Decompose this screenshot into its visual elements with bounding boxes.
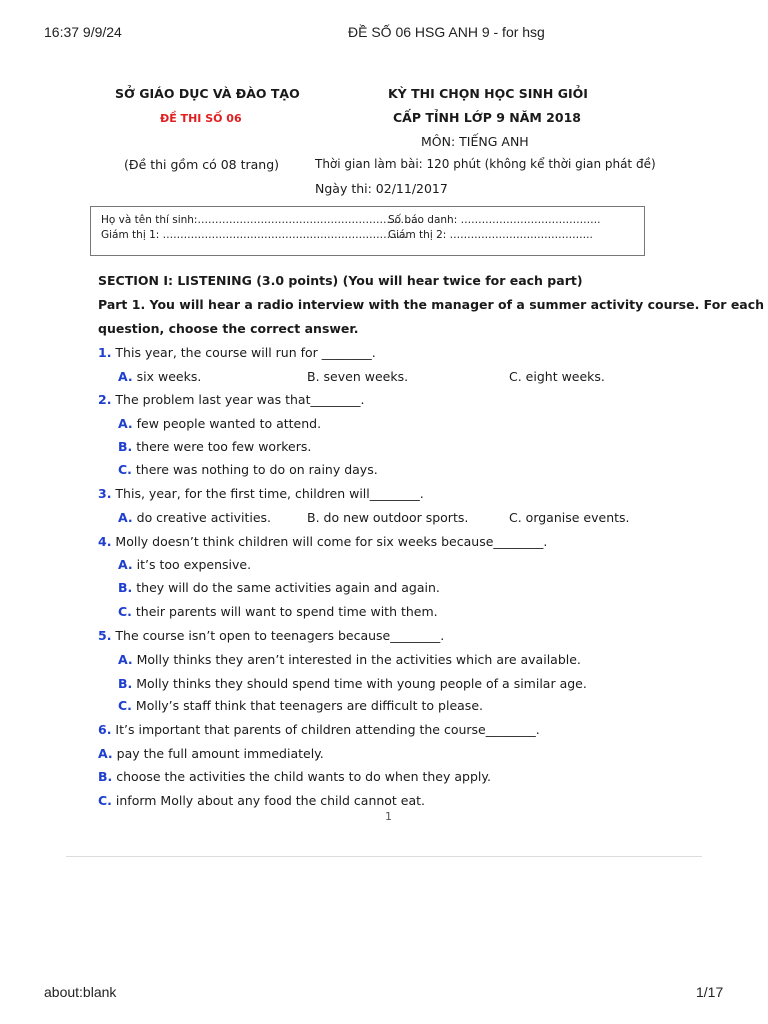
question-4: 4. Molly doesn’t think children will come for six weeks because________. bbox=[98, 534, 548, 549]
q2-option-b[interactable]: B. there were too few workers. bbox=[118, 439, 312, 454]
q3-option-b[interactable]: B. do new outdoor sports. bbox=[307, 510, 469, 525]
question-1: 1. This year, the course will run for ________. bbox=[98, 345, 376, 360]
department-name: SỞ GIÁO DỤC VÀ ĐÀO TẠO bbox=[115, 86, 300, 101]
q5-option-c[interactable]: C. Molly’s staff think that teenagers are difficult to please. bbox=[118, 698, 483, 713]
exam-subject: MÔN: TIẾNG ANH bbox=[421, 134, 529, 149]
part-instruction-line1: Part 1. You will hear a radio interview with the manager of a summer activity course. For each bbox=[98, 297, 765, 312]
print-document-title: ĐỀ SỐ 06 HSG ANH 9 - for hsg bbox=[348, 24, 545, 40]
proctor1-field: Giám thị 1: ……………………………………………………………. bbox=[101, 229, 408, 241]
q5-option-b[interactable]: B. Molly thinks they should spend time with young people of a similar age. bbox=[118, 676, 587, 691]
print-url: about:blank bbox=[44, 984, 117, 1000]
q4-option-a[interactable]: A. it’s too expensive. bbox=[118, 557, 252, 572]
candidate-info-box bbox=[90, 206, 645, 256]
q6-option-a[interactable]: A. pay the full amount immediately. bbox=[98, 746, 324, 761]
q4-option-c[interactable]: C. their parents will want to spend time with them. bbox=[118, 604, 438, 619]
question-6: 6. It’s important that parents of children attending the course________. bbox=[98, 722, 540, 737]
print-page-count: 1/17 bbox=[696, 984, 724, 1000]
pages-note: (Đề thi gồm có 08 trang) bbox=[124, 157, 280, 172]
q3-option-c[interactable]: C. organise events. bbox=[509, 510, 630, 525]
q1-option-b[interactable]: B. seven weeks. bbox=[307, 369, 409, 384]
q5-option-a[interactable]: A. Molly thinks they aren’t interested in the activities which are available. bbox=[118, 652, 581, 667]
q6-option-c[interactable]: C. inform Molly about any food the child cannot eat. bbox=[98, 793, 426, 808]
exam-title-line2: CẤP TỈNH LỚP 9 NĂM 2018 bbox=[393, 110, 581, 125]
q1-option-c[interactable]: C. eight weeks. bbox=[509, 369, 605, 384]
exam-title-line1: KỲ THI CHỌN HỌC SINH GIỎI bbox=[388, 86, 588, 101]
print-datetime: 16:37 9/9/24 bbox=[44, 24, 122, 40]
exam-date: Ngày thi: 02/11/2017 bbox=[315, 181, 448, 196]
question-5: 5. The course isn’t open to teenagers because________. bbox=[98, 628, 445, 643]
q3-option-a[interactable]: A. do creative activities. bbox=[118, 510, 272, 525]
q6-option-b[interactable]: B. choose the activities the child wants to do when they apply. bbox=[98, 769, 491, 784]
question-3: 3. This, year, for the first time, children will________. bbox=[98, 486, 424, 501]
exam-time: Thời gian làm bài: 120 phút (không kể thời gian phát đề) bbox=[315, 157, 656, 171]
student-name-field: Họ và tên thí sinh:………………………………………………………. bbox=[101, 214, 422, 226]
part-instruction-line2: question, choose the correct answer. bbox=[98, 321, 359, 336]
q2-option-c[interactable]: C. there was nothing to do on rainy days. bbox=[118, 462, 378, 477]
q1-option-a[interactable]: A. six weeks. bbox=[118, 369, 202, 384]
question-2: 2. The problem last year was that________. bbox=[98, 392, 365, 407]
exam-code: ĐỀ THI SỐ 06 bbox=[160, 112, 242, 125]
q4-option-b[interactable]: B. they will do the same activities again and again. bbox=[118, 580, 440, 595]
q2-option-a[interactable]: A. few people wanted to attend. bbox=[118, 416, 322, 431]
candidate-number-field: Số báo danh: …………………………………. bbox=[388, 214, 601, 226]
page-number: 1 bbox=[385, 810, 392, 823]
page-divider bbox=[66, 856, 702, 857]
section-title: SECTION I: LISTENING (3.0 points) (You will hear twice for each part) bbox=[98, 273, 583, 288]
proctor2-field: Giám thị 2: ………………………………….. bbox=[388, 229, 593, 241]
